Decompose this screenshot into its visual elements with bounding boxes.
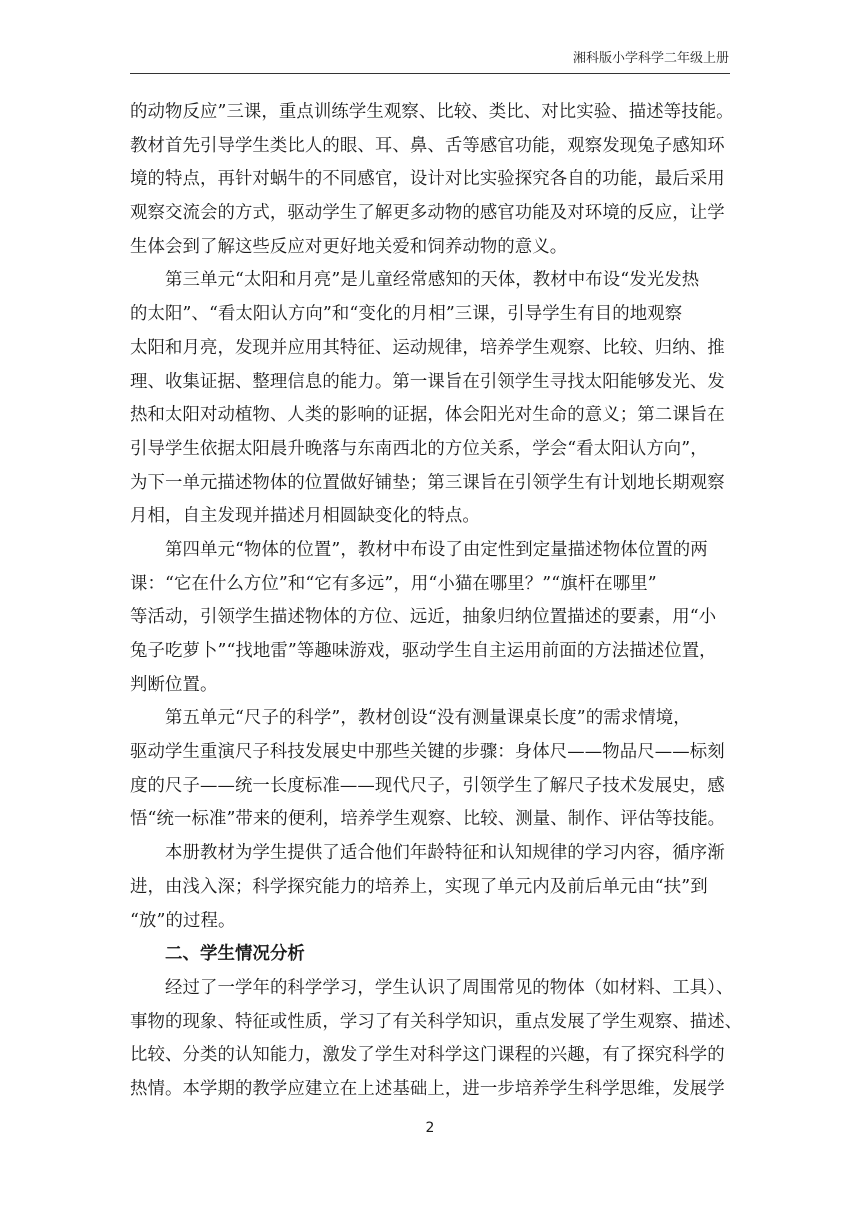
text-line: 生体会到了解这些反应对更好地关爱和饲养动物的意义。 (130, 236, 568, 257)
text-line: 课：“它在什么方位”和“它有多远”，用“小猫在哪里？”“旗杆在哪里” (130, 573, 657, 594)
text-line: 太阳和月亮，发现并应用其特征、运动规律，培养学生观察、比较、归纳、推 (130, 337, 725, 358)
text-line: 比较、分类的认知能力，激发了学生对科学这门课程的兴趣，有了探究科学的 (130, 1045, 725, 1066)
text-line: 教材首先引导学生类比人的眼、耳、鼻、舌等感官功能，观察发现兔子感知环 (130, 135, 725, 156)
section-heading: 二、学生情况分析 (165, 944, 305, 965)
text-line: 度的尺子——统一长度标准——现代尺子，引领学生了解尺子技术发展史，感 (130, 775, 725, 796)
running-header: 湘科版小学科学二年级上册 (572, 51, 729, 66)
text-line: 的太阳”、“看太阳认方向”和“变化的月相”三课，引导学生有目的地观察 (130, 304, 683, 325)
text-line: 热和太阳对动植物、人类的影响的证据，体会阳光对生命的意义；第二课旨在 (130, 405, 725, 426)
text-line: 驱动学生重演尺子科技发展史中那些关键的步骤：身体尺——物品尺——标刻 (130, 742, 725, 763)
text-line: 悟“统一标准”带来的便利，培养学生观察、比较、测量、制作、评估等技能。 (130, 809, 726, 830)
paragraph-start-line: 本册教材为学生提供了适合他们年龄特征和认知规律的学习内容，循序渐 (165, 843, 725, 864)
text-line: 引导学生依据太阳晨升晚落与东南西北的方位关系，学会“看太阳认方向”， (130, 438, 708, 459)
text-line: 事物的现象、特征或性质，学习了有关科学知识，重点发展了学生观察、描述、 (130, 1011, 743, 1032)
text-line: 月相，自主发现并描述月相圆缺变化的特点。 (130, 506, 480, 527)
text-line: 理、收集证据、整理信息的能力。第一课旨在引领学生寻找太阳能够发光、发 (130, 371, 725, 392)
body-text (130, 96, 750, 1107)
text-line: 境的特点，再针对蜗牛的不同感官，设计对比实验探究各自的功能，最后采用 (130, 169, 725, 190)
text-line: 进，由浅入深；科学探究能力的培养上，实现了单元内及前后单元由“扶”到 (130, 876, 708, 897)
paragraph-start-line: 第五单元“尺子的科学”，教材创设“没有测量课桌长度”的需求情境， (165, 708, 691, 729)
header-divider (130, 73, 730, 74)
text-line: 为下一单元描述物体的位置做好铺垫；第三课旨在引领学生有计划地长期观察 (130, 472, 725, 493)
text-line: 观察交流会的方式，驱动学生了解更多动物的感官功能及对环境的反应，让学 (130, 203, 725, 224)
paragraph-start-line: 第三单元“太阳和月亮”是儿童经常感知的天体，教材中布设“发光发热 (165, 270, 700, 291)
paragraph-start-line: 第四单元“物体的位置”，教材中布设了由定性到定量描述物体位置的两 (165, 539, 708, 560)
text-line: 判断位置。 (130, 674, 218, 695)
text-line: 等活动，引领学生描述物体的方位、远近，抽象归纳位置描述的要素，用“小 (130, 607, 717, 628)
text-line: 的动物反应”三课，重点训练学生观察、比较、类比、对比实验、描述等技能。 (130, 102, 734, 122)
text-line: “放”的过程。 (130, 910, 236, 931)
page-number: 2 (425, 1120, 435, 1136)
paragraph-start-line: 经过了一学年的科学学习，学生认识了周围常见的物体（如材料、工具）、 (165, 977, 734, 998)
text-line: 兔子吃萝卜”“找地雷”等趣味游戏，驱动学生自主运用前面的方法描述位置， (130, 641, 717, 661)
text-line: 热情。本学期的教学应建立在上述基础上，进一步培养学生科学思维，发展学 (130, 1078, 725, 1099)
